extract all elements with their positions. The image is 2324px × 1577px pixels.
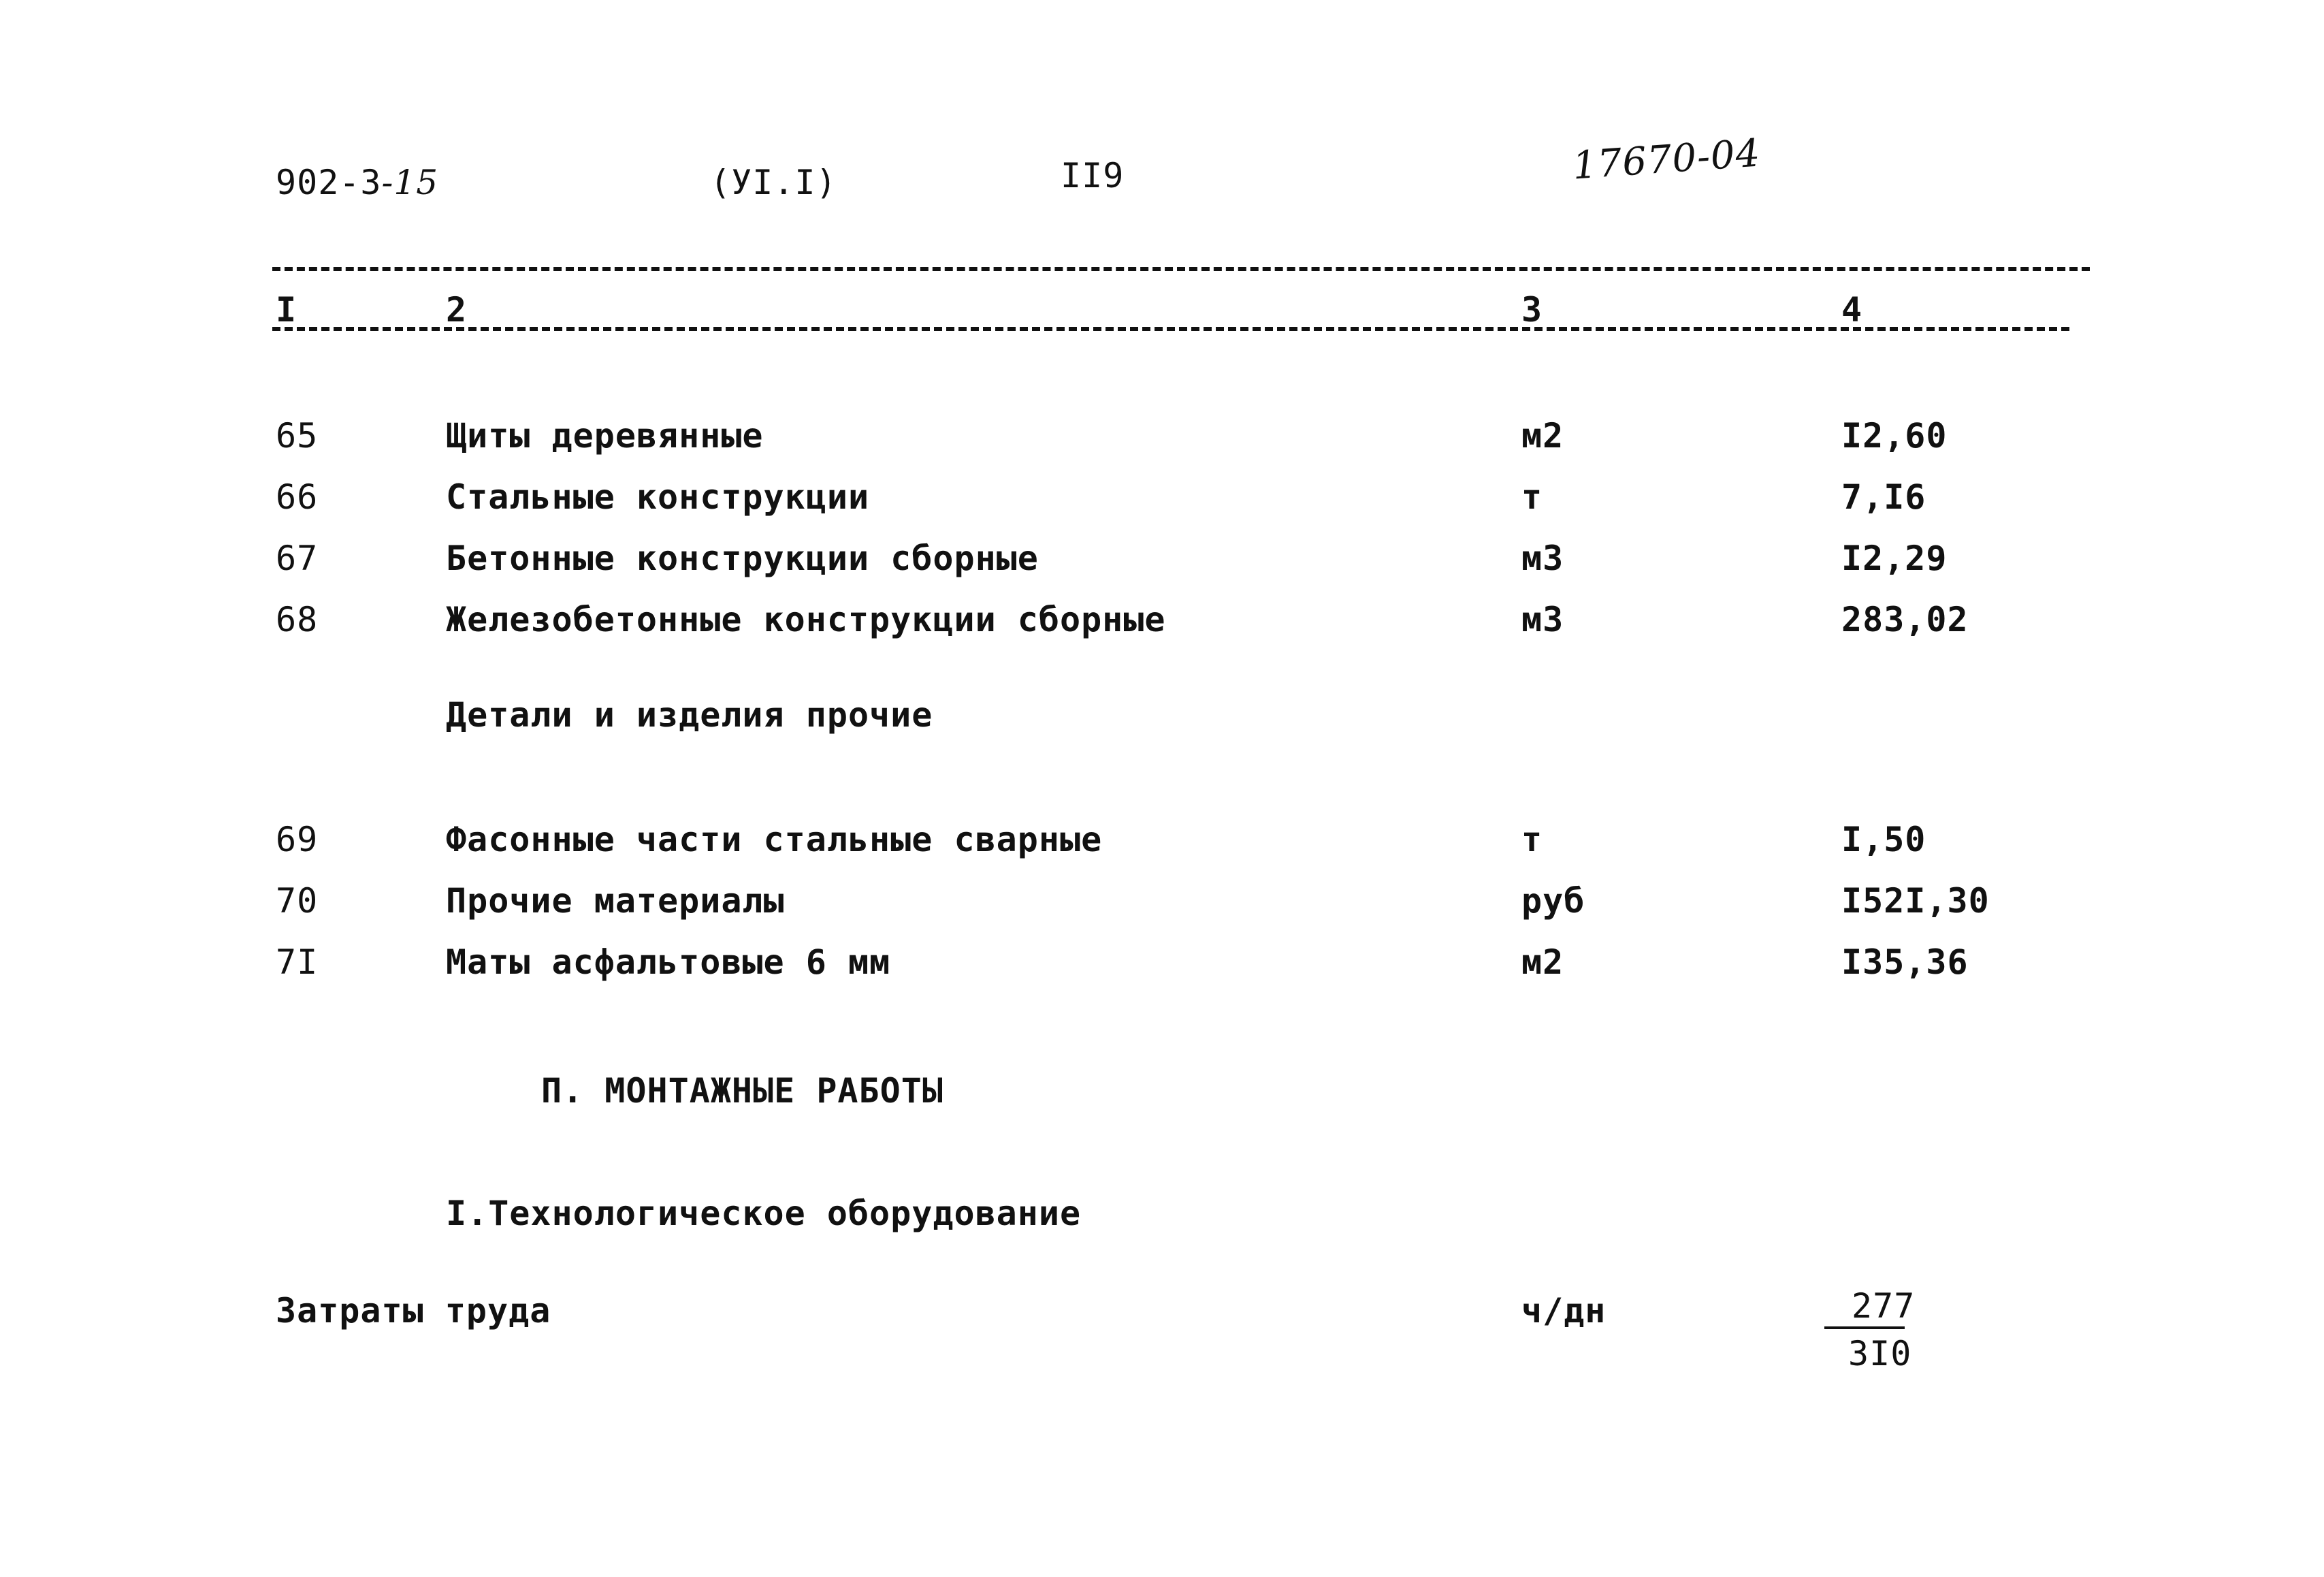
row-name: Прочие материалы bbox=[446, 881, 785, 921]
section-number: (УI.I) bbox=[710, 163, 837, 202]
row-number: 65 bbox=[276, 416, 319, 456]
column-header-1: I bbox=[276, 290, 297, 330]
row-value: I35,36 bbox=[1841, 942, 1969, 982]
labor-label: Затраты труда bbox=[276, 1291, 551, 1331]
column-header-2: 2 bbox=[446, 290, 468, 330]
table-row bbox=[0, 942, 2324, 983]
row-value: I2,29 bbox=[1841, 539, 1948, 578]
row-unit: м2 bbox=[1521, 942, 1564, 982]
fraction-line bbox=[1824, 1326, 1905, 1329]
inventory-number: 17670-04 bbox=[1571, 131, 1762, 189]
table-row bbox=[0, 880, 2324, 921]
section-heading-installation: П. МОНТАЖНЫЕ РАБОТЫ bbox=[541, 1071, 943, 1111]
row-number: 70 bbox=[276, 881, 319, 921]
page-number: II9 bbox=[1061, 156, 1125, 195]
labor-denominator: 3I0 bbox=[1848, 1334, 1912, 1373]
row-name: Маты асфальтовые 6 мм bbox=[446, 942, 891, 982]
table-row bbox=[0, 477, 2324, 517]
header-dashed-rule bbox=[272, 327, 2069, 331]
row-number: 69 bbox=[276, 820, 319, 859]
row-name: Щиты деревянные bbox=[446, 416, 764, 456]
row-name: Фасонные части стальные сварные bbox=[446, 820, 1103, 859]
row-name: Стальные конструкции bbox=[446, 477, 870, 517]
subheading-other-parts: Детали и изделия прочие bbox=[446, 695, 933, 735]
document-code bbox=[276, 162, 438, 203]
row-value: I2,60 bbox=[1841, 416, 1948, 456]
row-unit: м2 bbox=[1521, 416, 1564, 456]
row-number: 66 bbox=[276, 477, 319, 517]
row-unit: м3 bbox=[1521, 539, 1564, 578]
row-unit: т bbox=[1521, 820, 1543, 859]
labor-unit: ч/дн bbox=[1521, 1291, 1607, 1331]
document-code-handwritten: -15 bbox=[381, 163, 439, 202]
top-dashed-rule bbox=[272, 267, 2090, 271]
row-value: I,50 bbox=[1841, 820, 1926, 859]
labor-numerator: 277 bbox=[1852, 1286, 1916, 1326]
column-header-4: 4 bbox=[1841, 290, 1863, 330]
row-number: 7I bbox=[276, 942, 319, 982]
table-row bbox=[0, 538, 2324, 579]
table-row bbox=[0, 819, 2324, 860]
subsection-heading-equipment: I.Технологическое оборудование bbox=[446, 1194, 1082, 1233]
column-header-3: 3 bbox=[1521, 290, 1543, 330]
table-row bbox=[0, 599, 2324, 640]
document-code-print: 902-3 bbox=[276, 163, 382, 202]
table-row bbox=[0, 415, 2324, 456]
row-unit: м3 bbox=[1521, 600, 1564, 639]
row-value: I52I,30 bbox=[1841, 881, 1990, 921]
row-name: Железобетонные конструкции сборные bbox=[446, 600, 1166, 639]
row-value: 283,02 bbox=[1841, 600, 1969, 639]
row-number: 67 bbox=[276, 539, 319, 578]
row-unit: т bbox=[1521, 477, 1543, 517]
row-number: 68 bbox=[276, 600, 319, 639]
row-value: 7,I6 bbox=[1841, 477, 1926, 517]
row-unit: руб bbox=[1521, 881, 1585, 921]
row-name: Бетонные конструкции сборные bbox=[446, 539, 1039, 578]
